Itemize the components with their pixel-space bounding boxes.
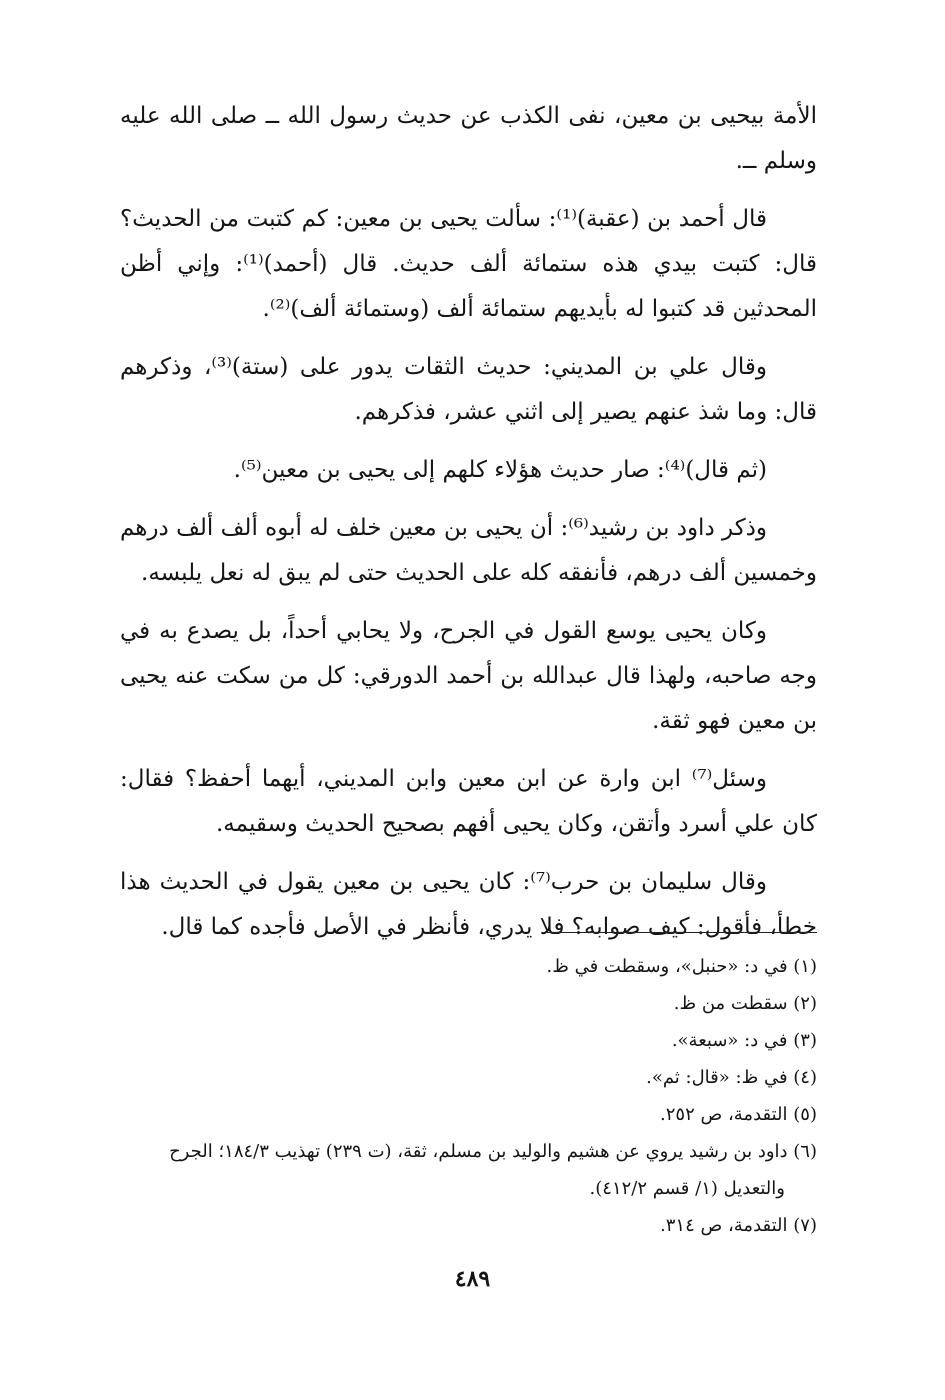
paragraph: وقال علي بن المديني: حديث الثقات يدور على (ستة)⁽³⁾، وذكرهم قال: وما شذ عنهم يصير إلى اثني عشر، فذكرهم. <box>120 354 817 425</box>
footnote: (٢) سقطت من ظ. <box>673 993 817 1014</box>
page-number: ٤٨٩ <box>454 1266 491 1292</box>
footnote: (٥) التقدمة، ص ٢٥٢. <box>660 1104 817 1125</box>
footnote: (٤) في ظ: «قال: ثم». <box>646 1067 817 1088</box>
paragraph: وكان يحيى يوسع القول في الجرح، ولا يحابي أحداً، بل يصدع به في وجه صاحبه، ولهذا قال عبدالله بن أحمد الدورقي: كل من سكت عنه يحيى بن معين فهو ثقة. <box>120 618 817 734</box>
footnote: (٦) داود بن رشيد يروي عن هشيم والوليد بن مسلم، ثقة، (ت ٢٣٩) تهذيب ١٨٤/٣؛ الجرح والتعديل (١/ قسم ٤١٢/٢). <box>169 1141 817 1199</box>
paragraph: قال أحمد بن (عقبة)⁽¹⁾: سألت يحيى بن معين: كم كتبت من الحديث؟ قال: كتبت بيدي هذه ستمائة ألف حديث. قال (أحمد)⁽¹⁾: وإني أظن المحدثين قد كتبوا له بأيديهم ستمائة ألف (وستمائة ألف)⁽²⁾. <box>120 206 817 322</box>
paragraph: الأمة بيحيى بن معين، نفى الكذب عن حديث رسول الله ــ صلى الله عليه وسلم ــ. <box>120 103 817 174</box>
main-text <box>120 94 817 963</box>
paragraph: (ثم قال)⁽⁴⁾: صار حديث هؤلاء كلهم إلى يحيى بن معين⁽⁵⁾. <box>233 457 767 483</box>
footnote: (٧) التقدمة، ص ٣١٤. <box>660 1215 817 1236</box>
paragraph: وذكر داود بن رشيد⁽⁶⁾: أن يحيى بن معين خلف له أبوه ألف ألف درهم وخمسين ألف درهم، فأنفقه كله على الحديث حتى لم يبق له نعل يلبسه. <box>120 515 817 586</box>
footnote-separator <box>547 932 817 933</box>
footnote: (٣) في د: «سبعة». <box>671 1030 817 1051</box>
footnotes <box>120 948 817 1244</box>
paragraph: وسئل⁽⁷⁾ ابن وارة عن ابن معين وابن المديني، أيهما أحفظ؟ فقال: كان علي أسرد وأتقن، وكان يحيى أفهم بصحيح الحديث وسقيمه. <box>120 766 817 837</box>
paragraph: وقال سليمان بن حرب⁽⁷⁾: كان يحيى بن معين يقول في الحديث هذا خطأ، فأقول: كيف صوابه؟ فلا يدري، فأنظر في الأصل فأجده كما قال. <box>120 869 817 940</box>
footnote: (١) في د: «حنبل»، وسقطت في ظ. <box>546 956 817 977</box>
